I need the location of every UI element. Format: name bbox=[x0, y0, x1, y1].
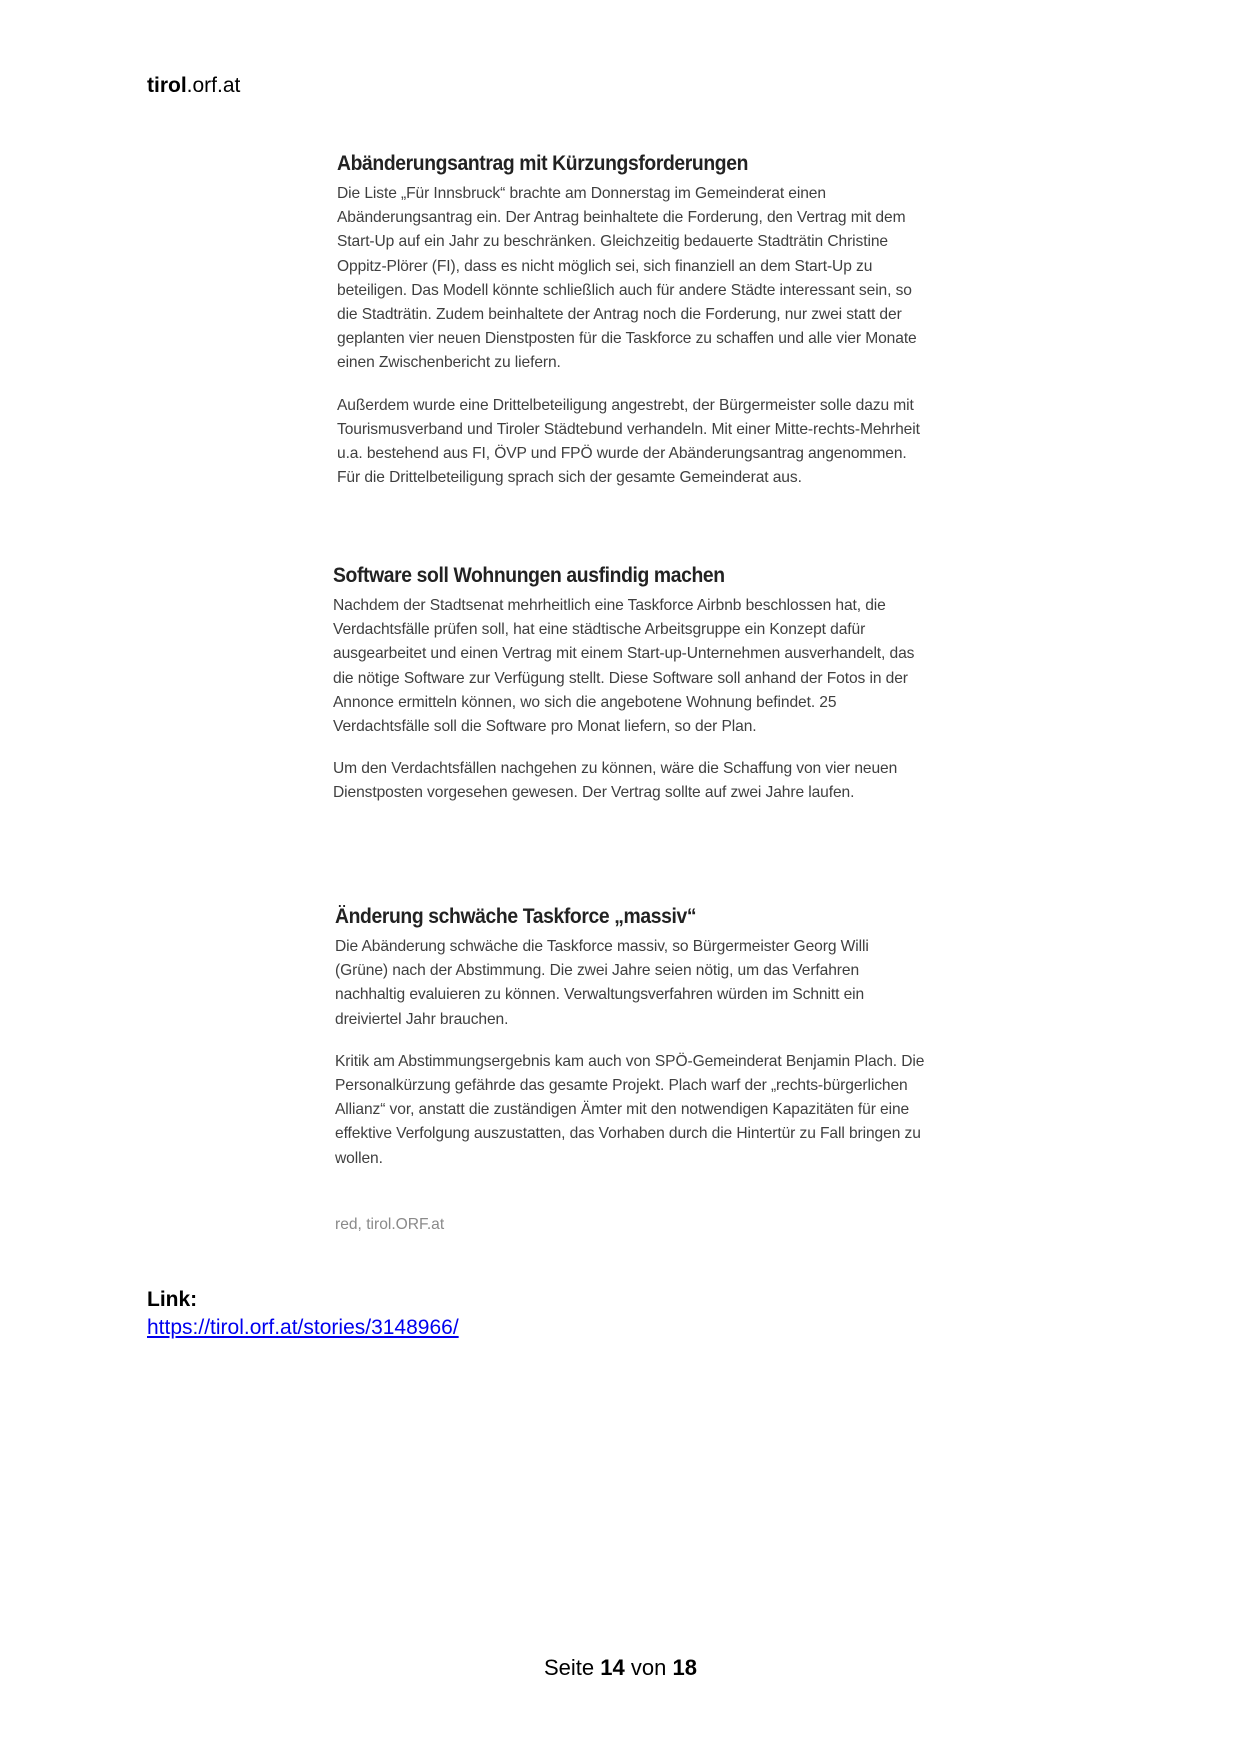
paragraph: Die Liste „Für Innsbruck“ brachte am Donnerstag im Gemeinderat einen Abänderungsantrag ein. Der Antrag beinhaltete die Forderung, den Vertrag mit dem Start-Up auf ein Jahr zu beschränken. Gleichzeitig bedauerte Stadträtin Christine Oppitz-Plörer (FI), dass es nicht möglich sei, sich finanziell an dem Start-Up zu beteiligen. Das Modell könnte schließlich auch für andere Städte interessant sein, so die Stadträtin. Zudem beinhaltete der Antrag noch die Forderung, nur zwei statt der geplanten vier neuen Dienstposten für die Taskforce zu schaffen und alle vier Monate einen Zwischenbericht zu liefern. bbox=[337, 185, 917, 372]
site-name-bold: tirol bbox=[147, 74, 187, 97]
total-pages: 18 bbox=[672, 1655, 697, 1680]
footer-prefix: Seite bbox=[544, 1655, 595, 1680]
paragraph: Um den Verdachtsfällen nachgehen zu können, wäre die Schaffung von vier neuen Dienstposten vorgesehen gewesen. Der Vertrag sollte auf zwei Jahre laufen. bbox=[333, 760, 898, 802]
article-link[interactable]: https://tirol.orf.at/stories/3148966/ bbox=[147, 1316, 459, 1339]
footer-mid: von bbox=[630, 1655, 667, 1680]
paragraph: Außerdem wurde eine Drittelbeteiligung angestrebt, der Bürgermeister solle dazu mit Tourismusverband und Tiroler Städtebund verhandeln. Mit einer Mitte-rechts-Mehrheit u.a. bestehend aus FI, ÖVP und FPÖ wurde der Abänderungsantrag angenommen. Für die Drittelbeteiligung sprach sich der gesamte Gemeinderat aus. bbox=[337, 396, 920, 487]
page-footer bbox=[0, 1655, 1241, 1681]
article-section-2 bbox=[333, 564, 923, 824]
site-header bbox=[147, 74, 240, 98]
link-label: Link: bbox=[147, 1288, 198, 1311]
site-name-rest: .orf.at bbox=[186, 74, 241, 97]
article-section-1 bbox=[337, 152, 927, 508]
paragraph: Die Abänderung schwäche die Taskforce massiv, so Bürgermeister Georg Willi (Grüne) nach der Abstimmung. Die zwei Jahre seien nötig, um das Verfahren nachhaltig evaluieren zu können. Verwaltungsverfahren würden im Schnitt ein dreiviertel Jahr brauchen. bbox=[335, 938, 869, 1028]
section-heading: Änderung schwäche Taskforce „massiv“ bbox=[335, 905, 697, 928]
paragraph: Nachdem der Stadtsenat mehrheitlich eine Taskforce Airbnb beschlossen hat, die Verdachtsfälle prüfen soll, hat eine städtische Arbeitsgruppe ein Konzept dafür ausgearbeitet und einen Vertrag mit einem Start-up-Unternehmen ausverhandelt, das die nötige Software zur Verfügung stellt. Diese Software soll anhand der Fotos in der Annonce ermitteln können, wo sich die angebotene Wohnung befindet. 25 Verdachtsfälle soll die Software pro Monat liefern, so der Plan. bbox=[333, 597, 915, 736]
source-credit: red, tirol.ORF.at bbox=[335, 1216, 445, 1233]
section-heading: Abänderungsantrag mit Kürzungsforderungen bbox=[337, 152, 749, 175]
paragraph: Kritik am Abstimmungsergebnis kam auch von SPÖ-Gemeinderat Benjamin Plach. Die Personalkürzung gefährde das gesamte Projekt. Plach warf der „rechts-bürgerlichen Allianz“ vor, anstatt die zuständigen Ämter mit den notwendigen Kapazitäten für eine effektive Verfolgung auszustatten, das Vorhaben durch die Hintertür zu Fall bringen zu wollen. bbox=[335, 1052, 925, 1167]
section-heading: Software soll Wohnungen ausfindig machen bbox=[333, 564, 725, 587]
current-page: 14 bbox=[600, 1655, 625, 1680]
article-section-3 bbox=[335, 905, 925, 1189]
